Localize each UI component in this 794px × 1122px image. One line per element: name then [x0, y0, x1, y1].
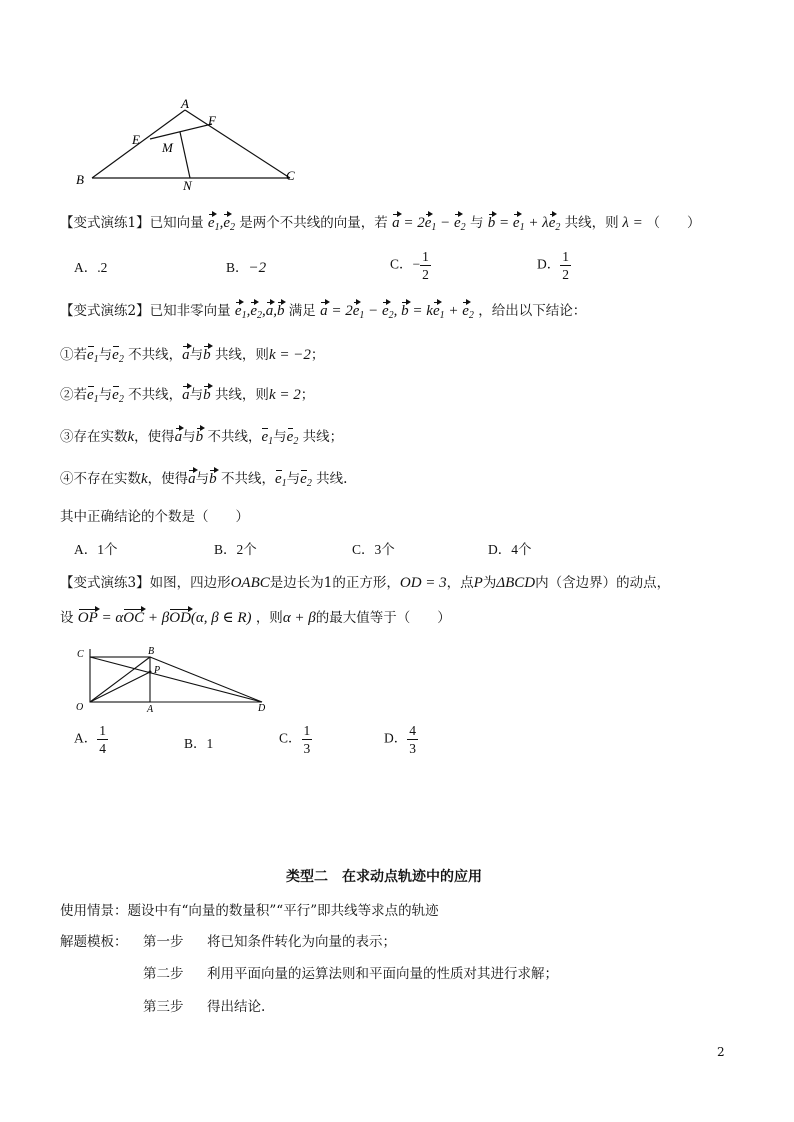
- page-number: 2: [717, 1045, 725, 1059]
- exercise-2-options: A．1个 B．2个 C．3个 D．4个: [74, 542, 532, 557]
- step-3-name: 第三步: [143, 999, 184, 1015]
- statement-1: ①若$e_1$与$e_2$ 不共线，a与b 共线，则k = −2；: [60, 347, 325, 365]
- label-A: A: [181, 98, 189, 111]
- label-F: F: [208, 113, 216, 128]
- label-P: P: [154, 665, 161, 676]
- statement-2: ②若$e_1$与$e_2$ 不共线，a与b 共线，则k = 2；: [60, 387, 315, 405]
- exercise-3-statement-line2: 设 OP = αOC + βOD(α, β ∈ R) ，则α + β的最大值等于（ ）: [60, 610, 451, 626]
- label-B: B: [76, 172, 84, 187]
- usage-text: 使用情景：题设中有“向量的数量积”“平行”即共线等求点的轨迹: [60, 903, 439, 919]
- label-A: A: [147, 704, 154, 715]
- template-label: 解题模板：: [60, 934, 128, 950]
- label-B: B: [148, 646, 155, 657]
- exercise-1-statement: 【变式演练1】已知向量 $e_1,e_2$ 是两个不共线的向量，若 $a = 2e_1 - e_2$ 与 $b = e_1 + \lambda e_2$ 共线，则 λ = （ ）: [60, 215, 701, 233]
- label-C: C: [286, 168, 295, 183]
- statement-3: ③存在实数k，使得a与b 不共线，$e_1$与$e_2$ 共线；: [60, 429, 344, 447]
- label-N: N: [183, 178, 192, 193]
- step-2-name: 第二步: [143, 966, 184, 982]
- step-1-name: 第一步: [143, 934, 184, 950]
- section-title: 类型二 在求动点轨迹中的应用: [286, 869, 482, 885]
- step-2-text: 利用平面向量的运算法则和平面向量的性质对其进行求解；: [207, 966, 558, 982]
- statement-4: ④不存在实数k，使得a与b 不共线，$e_1$与$e_2$ 共线.: [60, 471, 348, 489]
- exercise-2-statement: 【变式演练2】已知非零向量 $e_1,e_2,a,b$ 满足 $a = 2e_1 - e_2$, $b = ke_1 + e_2$ ，给出以下结论：: [60, 303, 587, 321]
- exercise-3-statement-line1: 【变式演练3】如图，四边形OABC是边长为1的正方形，OD = 3，点P为ΔBCD内（含边界）的动点，: [60, 575, 671, 591]
- exercise-3-options: A． $\frac{1}{4}$ B．1 C． $\frac{1}{3}$ D． $\frac{4}{3}$: [74, 723, 416, 756]
- square-figure: [70, 645, 270, 715]
- step-1-text: 将已知条件转化为向量的表示；: [207, 934, 396, 950]
- step-3-text: 得出结论.: [207, 999, 266, 1015]
- label-D: D: [258, 703, 266, 714]
- triangle-figure: [70, 98, 310, 193]
- label-O: O: [76, 702, 84, 713]
- exercise-2-question: 其中正确结论的个数是（ ）: [60, 509, 249, 525]
- label-M: M: [162, 140, 173, 155]
- label-C: C: [77, 649, 84, 660]
- exercise-1-options: A．.2 B．−2 C．− $\frac{1}{2}$ D． $\frac{1}{2}$: [74, 249, 569, 282]
- label-E: E: [132, 132, 140, 147]
